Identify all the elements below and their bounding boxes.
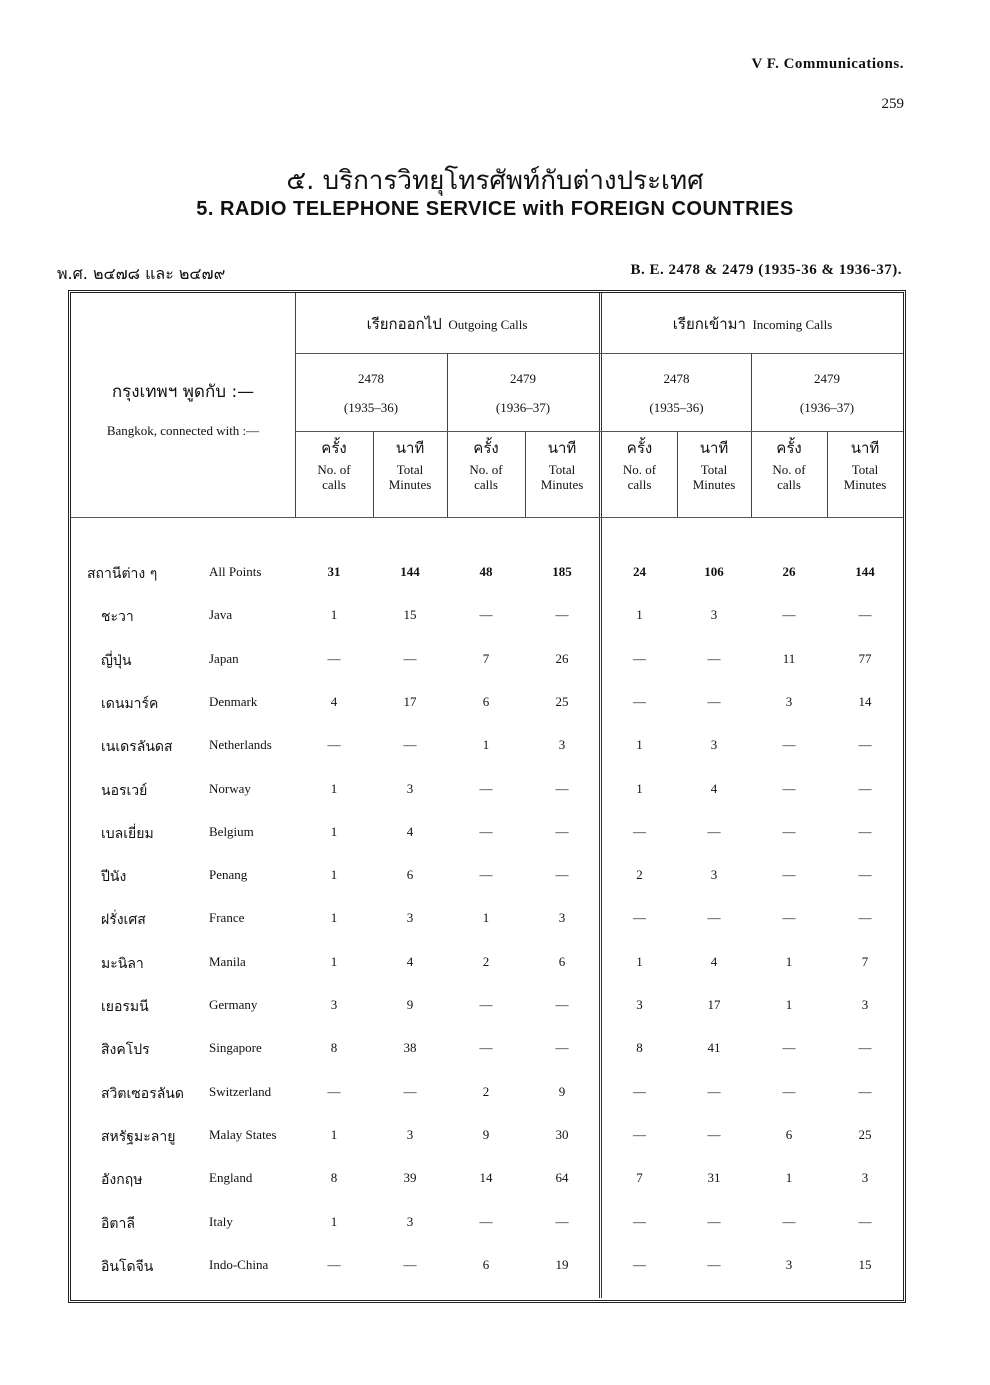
country-english: All Points xyxy=(209,564,262,579)
table-cell: — xyxy=(858,1040,872,1056)
table-cell: 3 xyxy=(406,910,414,926)
table-cell: — xyxy=(858,867,872,883)
table-cell: — xyxy=(403,650,417,666)
table-cell: 31 xyxy=(327,564,341,579)
table-cell: 1 xyxy=(330,867,338,883)
country-english: Switzerland xyxy=(209,1083,272,1099)
table-cell: — xyxy=(782,1213,796,1229)
table-cell: 9 xyxy=(482,1126,490,1142)
country-thai: อิตาลี xyxy=(101,1215,135,1232)
country-thai: สิงคโปร xyxy=(101,1042,150,1059)
table-cell: — xyxy=(633,1083,646,1099)
incoming-english: Incoming Calls xyxy=(752,317,833,332)
country-english: Italy xyxy=(209,1213,233,1229)
table-cell: 3 xyxy=(861,1170,869,1186)
country-thai: เดนมาร์ค xyxy=(101,695,159,712)
table-cell: — xyxy=(555,823,569,839)
table-cell: — xyxy=(707,1083,721,1099)
period-header: 2479 (1936–37) xyxy=(799,371,855,415)
table-cell: 185 xyxy=(552,564,572,579)
minutes-column-header: นาที Total Minutes xyxy=(692,439,736,492)
table-cell: 1 xyxy=(330,1126,338,1142)
table-cell: 8 xyxy=(330,1170,338,1186)
page-number: 259 xyxy=(881,96,904,112)
table-cell: — xyxy=(633,1256,646,1272)
calls-column-header: ครั้ง No. of calls xyxy=(772,439,806,492)
table-cell: 41 xyxy=(707,1040,721,1056)
period-header: 2479 (1936–37) xyxy=(495,371,551,415)
period-header: 2478 (1935–36) xyxy=(343,371,399,415)
table-cell: 64 xyxy=(555,1170,569,1186)
country-english: Norway xyxy=(209,780,251,796)
table-cell: 6 xyxy=(482,693,490,709)
table-cell: 77 xyxy=(858,650,872,666)
country-english: Manila xyxy=(209,953,246,969)
country-thai: มะนิลา xyxy=(101,955,144,972)
country-thai: เยอรมนี xyxy=(101,999,149,1015)
table-cell: — xyxy=(403,737,417,753)
table-cell: — xyxy=(633,910,646,926)
table-cell: 1 xyxy=(330,823,338,839)
table-cell: 1 xyxy=(636,737,643,753)
country-thai: เนเดรลันดส xyxy=(101,739,173,756)
table-cell: 4 xyxy=(330,693,338,709)
stub-english: Bangkok, connected with :— xyxy=(106,423,260,438)
table-cell: 7 xyxy=(861,953,869,969)
table-cell: 1 xyxy=(330,953,338,969)
table-cell: 2 xyxy=(636,867,643,883)
table-cell: 25 xyxy=(555,693,569,709)
table-cell: 3 xyxy=(861,997,869,1012)
table-cell: — xyxy=(858,607,872,623)
table-cell: 1 xyxy=(482,910,490,926)
country-thai: อินโดจีน xyxy=(101,1258,154,1275)
table-cell: 39 xyxy=(403,1170,417,1186)
incoming-thai: เรียกเข้ามา xyxy=(672,315,746,333)
table-cell: 14 xyxy=(479,1170,493,1186)
table-cell: 15 xyxy=(403,607,417,623)
table-cell: 1 xyxy=(330,1213,338,1229)
country-thai: สวิตเซอรลันด xyxy=(101,1085,184,1102)
table-cell: 48 xyxy=(479,564,493,579)
table-cell: 3 xyxy=(785,693,793,709)
table-cell: 7 xyxy=(482,650,490,666)
table-cell: 19 xyxy=(555,1256,569,1272)
table-cell: — xyxy=(479,997,493,1012)
table-cell: — xyxy=(403,1083,417,1099)
table-cell: — xyxy=(555,607,569,623)
period-header: 2478 (1935–36) xyxy=(649,371,704,415)
table-cell: 26 xyxy=(555,650,569,666)
table-cell: — xyxy=(858,823,872,839)
table-cell: 1 xyxy=(785,997,793,1012)
table-cell: 6 xyxy=(406,867,414,883)
table-cell: — xyxy=(327,650,341,666)
country-english: Java xyxy=(209,607,233,623)
country-thai: ญี่ปุ่น xyxy=(101,652,132,669)
table-cell: 30 xyxy=(555,1126,569,1142)
table-cell: — xyxy=(479,607,493,623)
country-english: Malay States xyxy=(209,1126,277,1142)
country-english: France xyxy=(209,910,245,926)
minutes-column-header: นาที Total Minutes xyxy=(388,439,432,492)
table-cell: 3 xyxy=(406,1213,414,1229)
table-cell: 4 xyxy=(710,953,718,969)
table-cell: 9 xyxy=(558,1083,566,1099)
table-cell: — xyxy=(327,1256,341,1272)
table-cell: 1 xyxy=(785,953,793,969)
table-cell: 17 xyxy=(403,693,417,709)
table-cell: 1 xyxy=(636,780,643,796)
table-cell: 17 xyxy=(707,997,721,1012)
country-thai: นอรเวย์ xyxy=(101,782,148,799)
table-cell: — xyxy=(555,997,569,1012)
table-cell: 3 xyxy=(636,997,643,1012)
country-english: Japan xyxy=(209,650,239,666)
outgoing-english: Outgoing Calls xyxy=(448,317,528,332)
country-english: Singapore xyxy=(209,1040,262,1056)
table-cell: — xyxy=(782,607,796,623)
incoming-header xyxy=(602,317,903,332)
table-cell: 3 xyxy=(406,780,414,796)
table-cell: 1 xyxy=(482,737,490,753)
table-cell: — xyxy=(633,1213,646,1229)
country-thai: เบลเยี่ยม xyxy=(101,825,154,842)
table-cell: — xyxy=(707,1256,721,1272)
table-cell: — xyxy=(707,650,721,666)
table-cell: 6 xyxy=(482,1256,490,1272)
table-cell: — xyxy=(633,1126,646,1142)
country-thai: ปีนัง xyxy=(101,869,127,886)
table-cell: 3 xyxy=(710,737,718,753)
calls-column-header: ครั้ง No. of calls xyxy=(469,439,503,492)
table-cell: — xyxy=(633,650,646,666)
table-cell: — xyxy=(782,867,796,883)
table-cell: 31 xyxy=(707,1170,721,1186)
table-cell: 1 xyxy=(785,1170,793,1186)
table-cell: — xyxy=(555,1213,569,1229)
table-cell: — xyxy=(858,910,872,926)
table-cell: 4 xyxy=(406,823,414,839)
table-cell: 26 xyxy=(782,564,796,579)
table-cell: 3 xyxy=(558,737,566,753)
table-cell: 8 xyxy=(636,1040,643,1056)
title-thai: ๕. บริการวิทยุโทรศัพท์กับต่างประเทศ xyxy=(286,166,704,196)
country-english: Indo-China xyxy=(209,1256,269,1272)
table-cell: 106 xyxy=(704,564,724,579)
table-cell: 2 xyxy=(482,953,490,969)
table-cell: — xyxy=(479,780,493,796)
country-english: Denmark xyxy=(209,693,258,709)
table-cell: — xyxy=(858,780,872,796)
table-cell: — xyxy=(403,1256,417,1272)
table-cell: — xyxy=(555,1040,569,1056)
table-cell: 25 xyxy=(858,1126,872,1142)
outgoing-thai: เรียกออกไป xyxy=(366,315,442,333)
table-cell: — xyxy=(782,737,796,753)
table-cell: 4 xyxy=(710,780,718,796)
calls-column-header: ครั้ง No. of calls xyxy=(622,439,657,492)
table-cell: — xyxy=(858,1083,872,1099)
table-cell: — xyxy=(327,1083,341,1099)
country-thai: สหรัฐมะลายู xyxy=(101,1128,176,1145)
table-cell: 3 xyxy=(558,910,566,926)
table-cell: 1 xyxy=(330,780,338,796)
table-cell: 3 xyxy=(710,867,718,883)
table-cell: — xyxy=(782,823,796,839)
minutes-column-header: นาที Total Minutes xyxy=(843,439,887,492)
stub-thai: กรุงเทพฯ พูดกับ :— xyxy=(111,382,255,402)
table-cell: — xyxy=(327,737,341,753)
table-cell: — xyxy=(633,823,646,839)
table-cell: 7 xyxy=(636,1170,643,1186)
table-cell: 8 xyxy=(330,1040,338,1056)
table-cell: 2 xyxy=(482,1083,490,1099)
table-cell: 1 xyxy=(636,607,643,623)
table-cell: — xyxy=(782,910,796,926)
calls-column-header: ครั้ง No. of calls xyxy=(317,439,351,492)
table-cell: 1 xyxy=(636,953,643,969)
table-cell: — xyxy=(479,823,493,839)
table-cell: 11 xyxy=(782,650,796,666)
country-thai: ฝรั่งเศส xyxy=(101,912,146,929)
table-cell: 144 xyxy=(855,564,875,579)
outgoing-header xyxy=(295,317,599,332)
table-cell: 6 xyxy=(785,1126,793,1142)
table-cell: 4 xyxy=(406,953,414,969)
table-cell: 3 xyxy=(330,997,338,1012)
running-header: V F. Communications. xyxy=(751,56,904,72)
table-cell: 144 xyxy=(400,564,420,579)
table-cell: — xyxy=(707,910,721,926)
table-cell: 24 xyxy=(633,564,646,579)
table-cell: — xyxy=(707,1126,721,1142)
country-thai: อังกฤษ xyxy=(101,1172,143,1189)
country-thai: ชะวา xyxy=(101,609,134,626)
table-cell: 38 xyxy=(403,1040,417,1056)
table-cell: — xyxy=(707,1213,721,1229)
table-cell: 1 xyxy=(330,607,338,623)
table-cell: 1 xyxy=(330,910,338,926)
table-cell: — xyxy=(782,780,796,796)
statistics-table xyxy=(68,290,906,1303)
minutes-column-header: นาที Total Minutes xyxy=(540,439,584,492)
table-cell: — xyxy=(707,693,721,709)
table-cell: — xyxy=(555,780,569,796)
title-english: 5. RADIO TELEPHONE SERVICE with FOREIGN COUNTRIES xyxy=(196,198,794,220)
table-cell: 14 xyxy=(858,693,872,709)
table-cell: 3 xyxy=(710,607,718,623)
table-cell: — xyxy=(858,737,872,753)
table-cell: — xyxy=(782,1083,796,1099)
table-cell: — xyxy=(782,1040,796,1056)
table-cell: — xyxy=(479,1040,493,1056)
country-english: Netherlands xyxy=(209,737,272,753)
country-english: Germany xyxy=(209,997,258,1012)
table-cell: 9 xyxy=(406,997,414,1012)
table-cell: — xyxy=(479,1213,493,1229)
table-cell: 3 xyxy=(785,1256,793,1272)
country-english: Penang xyxy=(209,867,248,883)
table-cell: — xyxy=(707,823,721,839)
table-cell: — xyxy=(858,1213,872,1229)
table-cell: 15 xyxy=(858,1256,872,1272)
country-english: England xyxy=(209,1170,253,1186)
year-thai: พ.ศ. ๒๔๗๘ และ ๒๔๗๙ xyxy=(57,264,226,283)
country-english: Belgium xyxy=(209,823,254,839)
table-cell: — xyxy=(633,693,646,709)
table-cell: 6 xyxy=(558,953,566,969)
table-cell: — xyxy=(479,867,493,883)
year-english: B. E. 2478 & 2479 (1935-36 & 1936-37). xyxy=(630,262,902,278)
table-cell: — xyxy=(555,867,569,883)
table-cell: 3 xyxy=(406,1126,414,1142)
country-thai: สถานีต่าง ๆ xyxy=(87,566,158,582)
